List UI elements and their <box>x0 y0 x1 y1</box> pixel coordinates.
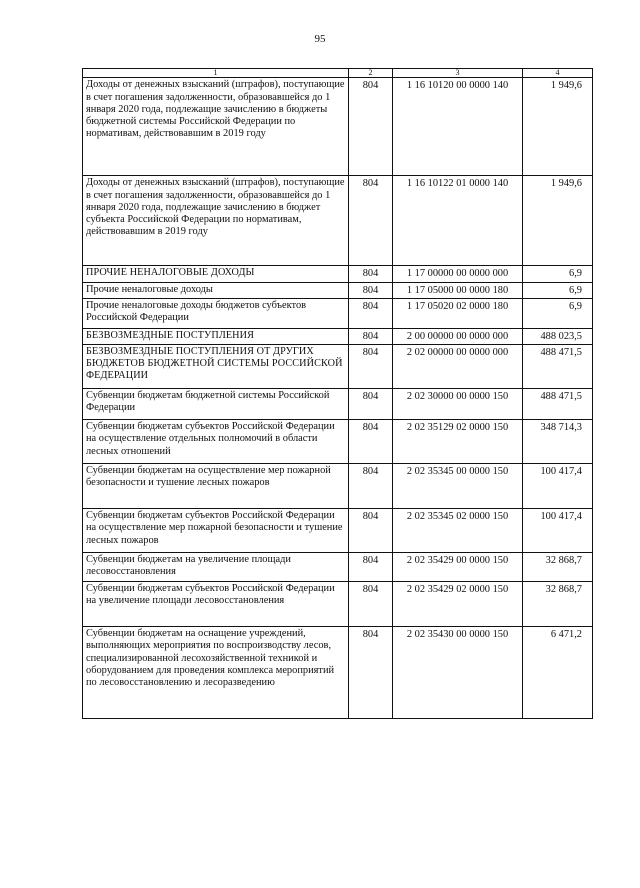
row-budget-code: 1 17 00000 00 0000 000 <box>393 266 523 282</box>
row-name: Субвенции бюджетам на осуществление мер пожарной безопасности и тушение лесных пожаров <box>83 464 349 509</box>
table-row <box>83 553 593 582</box>
column-number-code: 3 <box>393 69 523 78</box>
table-row <box>83 176 593 266</box>
table-row <box>83 345 593 389</box>
row-budget-code: 2 02 35129 02 0000 150 <box>393 420 523 464</box>
table-row <box>83 78 593 176</box>
row-admin-code: 804 <box>349 553 393 582</box>
table-row <box>83 266 593 282</box>
row-name: БЕЗВОЗМЕЗДНЫЕ ПОСТУПЛЕНИЯ <box>83 328 349 344</box>
page-number: 95 <box>314 33 326 45</box>
row-amount: 6,9 <box>523 266 593 282</box>
table-row <box>83 509 593 553</box>
table-row <box>83 464 593 509</box>
row-name: Субвенции бюджетам субъектов Российской Федерации на осуществление мер пожарной безопасности и тушение лесных пожаров <box>83 509 349 553</box>
revenue-table <box>82 68 593 719</box>
table-row <box>83 328 593 344</box>
row-admin-code: 804 <box>349 627 393 719</box>
row-budget-code: 2 02 35429 00 0000 150 <box>393 553 523 582</box>
row-amount: 100 417,4 <box>523 509 593 553</box>
row-admin-code: 804 <box>349 78 393 176</box>
row-amount: 488 471,5 <box>523 345 593 389</box>
row-budget-code: 2 00 00000 00 0000 000 <box>393 328 523 344</box>
row-amount: 6,9 <box>523 282 593 298</box>
row-amount: 348 714,3 <box>523 420 593 464</box>
row-admin-code: 804 <box>349 389 393 420</box>
row-name: Субвенции бюджетам на оснащение учреждений, выполняющих мероприятия по воспроизводству лесов, специализированной лесохозяйственной техникой и оборудованием для проведения комплекса мероприятий по лесовосстановлению и лесоразведению <box>83 627 349 719</box>
row-name: ПРОЧИЕ НЕНАЛОГОВЫЕ ДОХОДЫ <box>83 266 349 282</box>
row-name: Доходы от денежных взысканий (штрафов), поступающие в счет погашения задолженности, образовавшейся до 1 января 2020 года, подлежащие зачислению в бюджеты бюджетной системы Российской Федерации по нормативам, действовавшим в 2019 году <box>83 78 349 176</box>
row-budget-code: 2 02 30000 00 0000 150 <box>393 389 523 420</box>
row-amount: 32 868,7 <box>523 553 593 582</box>
row-budget-code: 2 02 00000 00 0000 000 <box>393 345 523 389</box>
row-name: Прочие неналоговые доходы бюджетов субъектов Российской Федерации <box>83 298 349 328</box>
row-admin-code: 804 <box>349 345 393 389</box>
table-row <box>83 420 593 464</box>
row-budget-code: 1 17 05000 00 0000 180 <box>393 282 523 298</box>
row-admin-code: 804 <box>349 328 393 344</box>
column-number-admin: 2 <box>349 69 393 78</box>
row-name: БЕЗВОЗМЕЗДНЫЕ ПОСТУПЛЕНИЯ ОТ ДРУГИХ БЮДЖЕТОВ БЮДЖЕТНОЙ СИСТЕМЫ РОССИЙСКОЙ ФЕДЕРАЦИИ <box>83 345 349 389</box>
row-budget-code: 1 17 05020 02 0000 180 <box>393 298 523 328</box>
row-budget-code: 2 02 35429 02 0000 150 <box>393 582 523 627</box>
row-name: Субвенции бюджетам субъектов Российской Федерации на увеличение площади лесовосстановления <box>83 582 349 627</box>
row-amount: 6,9 <box>523 298 593 328</box>
row-budget-code: 1 16 10120 00 0000 140 <box>393 78 523 176</box>
row-name: Субвенции бюджетам бюджетной системы Российской Федерации <box>83 389 349 420</box>
table-row <box>83 282 593 298</box>
row-budget-code: 2 02 35430 00 0000 150 <box>393 627 523 719</box>
row-budget-code: 2 02 35345 00 0000 150 <box>393 464 523 509</box>
row-admin-code: 804 <box>349 582 393 627</box>
row-admin-code: 804 <box>349 282 393 298</box>
row-amount: 488 471,5 <box>523 389 593 420</box>
row-amount: 32 868,7 <box>523 582 593 627</box>
row-admin-code: 804 <box>349 509 393 553</box>
table-row <box>83 298 593 328</box>
row-admin-code: 804 <box>349 176 393 266</box>
row-budget-code: 1 16 10122 01 0000 140 <box>393 176 523 266</box>
row-amount: 1 949,6 <box>523 78 593 176</box>
row-name: Субвенции бюджетам субъектов Российской Федерации на осуществление отдельных полномочий в области лесных отношений <box>83 420 349 464</box>
row-amount: 1 949,6 <box>523 176 593 266</box>
row-budget-code: 2 02 35345 02 0000 150 <box>393 509 523 553</box>
column-number-name: 1 <box>83 69 349 78</box>
row-amount: 100 417,4 <box>523 464 593 509</box>
row-admin-code: 804 <box>349 420 393 464</box>
row-amount: 488 023,5 <box>523 328 593 344</box>
row-name: Субвенции бюджетам на увеличение площади лесовосстановления <box>83 553 349 582</box>
row-admin-code: 804 <box>349 464 393 509</box>
column-number-amount: 4 <box>523 69 593 78</box>
row-admin-code: 804 <box>349 298 393 328</box>
row-admin-code: 804 <box>349 266 393 282</box>
table-row <box>83 389 593 420</box>
table-row <box>83 627 593 719</box>
column-number-row <box>83 69 593 78</box>
table-row <box>83 582 593 627</box>
row-amount: 6 471,2 <box>523 627 593 719</box>
row-name: Прочие неналоговые доходы <box>83 282 349 298</box>
row-name: Доходы от денежных взысканий (штрафов), поступающие в счет погашения задолженности, образовавшейся до 1 января 2020 года, подлежащие зачислению в бюджет субъекта Российской Федерации по нормативам, действовавшим в 2019 году <box>83 176 349 266</box>
